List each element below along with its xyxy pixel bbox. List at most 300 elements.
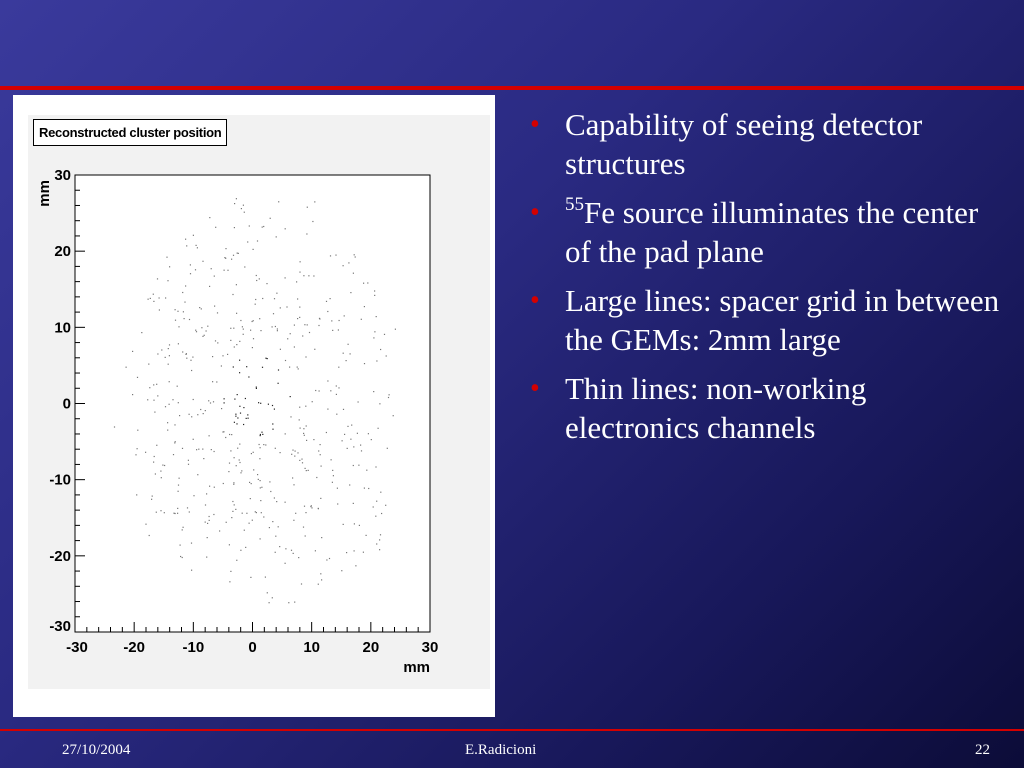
cluster-point (212, 356, 213, 357)
cluster-point (259, 278, 260, 279)
cluster-point (375, 466, 376, 467)
cluster-point (137, 430, 138, 431)
cluster-point (177, 311, 178, 312)
cluster-point (273, 313, 274, 314)
cluster-point (156, 384, 157, 385)
cluster-point (315, 390, 316, 391)
cluster-point (214, 487, 215, 488)
cluster-point (265, 358, 266, 359)
cluster-point (157, 353, 158, 354)
cluster-point (191, 570, 192, 571)
cluster-point (364, 306, 365, 307)
cluster-point (214, 306, 215, 307)
cluster-point (253, 320, 254, 321)
cluster-point (190, 273, 191, 274)
cluster-point (265, 577, 266, 578)
cluster-point (255, 304, 256, 305)
cluster-point (304, 506, 305, 507)
cluster-point (206, 493, 207, 494)
cluster-point (331, 459, 332, 460)
x-tick-label: -20 (123, 639, 146, 656)
cluster-point (320, 498, 321, 499)
cluster-point (237, 448, 238, 449)
x-tick-label: 30 (421, 639, 439, 656)
cluster-point (296, 281, 297, 282)
cluster-point (347, 448, 348, 449)
cluster-point (253, 338, 254, 339)
cluster-point (180, 545, 181, 546)
cluster-point (209, 516, 210, 517)
cluster-point (233, 328, 234, 329)
cluster-point (258, 479, 259, 480)
cluster-point (178, 402, 179, 403)
cluster-point (137, 377, 138, 378)
cluster-point (205, 522, 206, 523)
cluster-point (350, 292, 351, 293)
cluster-point (235, 509, 236, 510)
cluster-point (178, 343, 179, 344)
cluster-point (292, 450, 293, 451)
cluster-point (242, 513, 243, 514)
cluster-point (279, 546, 280, 547)
cluster-point (354, 550, 355, 551)
cluster-point (297, 452, 298, 453)
cluster-point (290, 333, 291, 334)
cluster-point (274, 497, 275, 498)
cluster-point (320, 573, 321, 574)
cluster-point (272, 405, 273, 406)
cluster-point (280, 307, 281, 308)
cluster-point (137, 448, 138, 449)
cluster-point (148, 299, 149, 300)
cluster-point (231, 517, 232, 518)
cluster-point (280, 452, 281, 453)
cluster-point (355, 565, 356, 566)
cluster-point (363, 283, 364, 284)
cluster-point (243, 205, 244, 206)
cluster-point (247, 414, 248, 415)
cluster-point (234, 227, 235, 228)
cluster-point (172, 399, 173, 400)
cluster-point (167, 430, 168, 431)
cluster-point (306, 440, 307, 441)
cluster-point (297, 367, 298, 368)
cluster-point (263, 226, 264, 227)
cluster-point (256, 512, 257, 513)
cluster-point (147, 399, 148, 400)
cluster-point (262, 298, 263, 299)
cluster-point (348, 344, 349, 345)
cluster-point (276, 293, 277, 294)
cluster-point (376, 360, 377, 361)
cluster-point (259, 444, 260, 445)
cluster-point (132, 394, 133, 395)
y-tick-label: -20 (49, 547, 71, 565)
cluster-point (230, 571, 231, 572)
cluster-point (319, 318, 320, 319)
cluster-point (178, 485, 179, 486)
cluster-point (240, 472, 241, 473)
cluster-point (237, 417, 238, 418)
cluster-point (209, 520, 210, 521)
cluster-point (299, 407, 300, 408)
cluster-point (272, 597, 273, 598)
cluster-point (151, 499, 152, 500)
cluster-point (295, 513, 296, 514)
cluster-point (305, 356, 306, 357)
cluster-point (165, 357, 166, 358)
cluster-point (229, 544, 230, 545)
cluster-point (354, 523, 355, 524)
cluster-point (297, 298, 298, 299)
cluster-point (358, 465, 359, 466)
cluster-point (243, 407, 244, 408)
cluster-point (342, 440, 343, 441)
cluster-point (327, 409, 328, 410)
cluster-point (184, 318, 185, 319)
cluster-point (299, 307, 300, 308)
cluster-point (197, 414, 198, 415)
cluster-point (183, 311, 184, 312)
cluster-point (153, 301, 154, 302)
cluster-point (153, 294, 154, 295)
cluster-point (278, 201, 279, 202)
cluster-point (160, 471, 161, 472)
cluster-point (244, 212, 245, 213)
cluster-point (192, 357, 193, 358)
cluster-point (201, 308, 202, 309)
cluster-point (164, 512, 165, 513)
cluster-point (197, 474, 198, 475)
slide-number: 22 (975, 742, 990, 758)
cluster-position-chart (13, 95, 495, 717)
cluster-point (297, 318, 298, 319)
cluster-point (175, 320, 176, 321)
cluster-point (386, 355, 387, 356)
cluster-point (274, 409, 275, 410)
cluster-point (190, 264, 191, 265)
cluster-point (302, 335, 303, 336)
cluster-point (249, 225, 250, 226)
cluster-point (305, 406, 306, 407)
cluster-point (149, 387, 150, 388)
cluster-point (307, 324, 308, 325)
cluster-point (351, 425, 352, 426)
cluster-point (215, 340, 216, 341)
cluster-point (173, 513, 174, 514)
cluster-point (202, 449, 203, 450)
plot-area (75, 175, 430, 632)
cluster-point (380, 492, 381, 493)
cluster-point (306, 470, 307, 471)
cluster-point (346, 552, 347, 553)
cluster-point (363, 552, 364, 553)
cluster-point (233, 484, 234, 485)
cluster-point (361, 319, 362, 320)
cluster-point (231, 259, 232, 260)
cluster-point (244, 266, 245, 267)
bullet-item (530, 369, 1000, 447)
cluster-point (197, 247, 198, 248)
cluster-point (305, 535, 306, 536)
cluster-point (353, 446, 354, 447)
bullet-marker-icon: • (530, 373, 540, 404)
cluster-point (330, 390, 331, 391)
cluster-point (202, 336, 203, 337)
cluster-point (114, 426, 115, 427)
cluster-point (253, 452, 254, 453)
cluster-point (257, 474, 258, 475)
cluster-point (230, 340, 231, 341)
cluster-point (341, 570, 342, 571)
cluster-point (255, 299, 256, 300)
cluster-point (149, 535, 150, 536)
footer-date: 27/10/2004 (62, 742, 131, 758)
cluster-point (292, 477, 293, 478)
cluster-point (314, 201, 315, 202)
cluster-point (223, 483, 224, 484)
cluster-point (175, 513, 176, 514)
cluster-point (236, 344, 237, 345)
cluster-point (263, 444, 264, 445)
cluster-point (251, 483, 252, 484)
cluster-point (344, 315, 345, 316)
cluster-point (259, 458, 260, 459)
cluster-point (167, 280, 168, 281)
cluster-point (250, 577, 251, 578)
cluster-point (184, 302, 185, 303)
cluster-point (236, 465, 237, 466)
cluster-point (321, 466, 322, 467)
cluster-point (385, 505, 386, 506)
cluster-point (301, 459, 302, 460)
cluster-point (338, 387, 339, 388)
cluster-point (260, 487, 261, 488)
cluster-point (191, 416, 192, 417)
cluster-point (268, 404, 269, 405)
cluster-point (354, 254, 355, 255)
cluster-point (148, 364, 149, 365)
chart-title: Reconstructed cluster position (33, 119, 227, 146)
cluster-point (337, 503, 338, 504)
cluster-point (154, 412, 155, 413)
cluster-point (182, 292, 183, 293)
cluster-point (387, 448, 388, 449)
cluster-point (209, 217, 210, 218)
cluster-point (169, 344, 170, 345)
cluster-point (318, 508, 319, 509)
cluster-point (209, 435, 210, 436)
cluster-point (308, 470, 309, 471)
cluster-point (353, 465, 354, 466)
cluster-point (384, 334, 385, 335)
cluster-point (189, 319, 190, 320)
cluster-point (169, 404, 170, 405)
cluster-point (300, 428, 301, 429)
cluster-point (211, 268, 212, 269)
cluster-point (203, 413, 204, 414)
title-area-rule (0, 86, 1024, 90)
cluster-point (236, 198, 237, 199)
cluster-point (256, 387, 257, 388)
cluster-point (227, 270, 228, 271)
cluster-point (316, 477, 317, 478)
cluster-point (291, 454, 292, 455)
cluster-point (239, 444, 240, 445)
cluster-point (288, 602, 289, 603)
cluster-point (366, 535, 367, 536)
cluster-point (379, 539, 380, 540)
cluster-point (225, 248, 226, 249)
cluster-point (240, 320, 241, 321)
cluster-point (237, 394, 238, 395)
cluster-point (234, 457, 235, 458)
cluster-point (249, 523, 250, 524)
cluster-point (229, 581, 230, 582)
cluster-point (299, 419, 300, 420)
cluster-point (195, 269, 196, 270)
cluster-point (332, 470, 333, 471)
cluster-point (185, 239, 186, 240)
cluster-point (330, 298, 331, 299)
bullet-marker-icon: • (530, 109, 540, 140)
cluster-point (287, 338, 288, 339)
cluster-point (332, 330, 333, 331)
cluster-point (349, 484, 350, 485)
cluster-point (232, 501, 233, 502)
cluster-point (379, 549, 380, 550)
x-tick-label: -30 (66, 639, 88, 656)
cluster-point (180, 556, 181, 557)
cluster-point (258, 402, 259, 403)
cluster-point (286, 306, 287, 307)
cluster-point (226, 522, 227, 523)
cluster-point (201, 327, 202, 328)
cluster-point (301, 583, 302, 584)
cluster-point (155, 473, 156, 474)
cluster-point (182, 448, 183, 449)
cluster-point (191, 370, 192, 371)
x-tick-label: 20 (362, 639, 380, 656)
cluster-point (374, 295, 375, 296)
x-axis-label: mm (403, 659, 430, 676)
cluster-point (241, 208, 242, 209)
cluster-point (326, 432, 327, 433)
cluster-point (150, 298, 151, 299)
cluster-point (185, 354, 186, 355)
cluster-point (306, 233, 307, 234)
cluster-point (234, 203, 235, 204)
cluster-point (213, 514, 214, 515)
cluster-point (267, 358, 268, 359)
cluster-point (252, 321, 253, 322)
x-tick-label: 10 (303, 639, 321, 656)
y-tick-label: 0 (62, 395, 71, 413)
cluster-point (242, 326, 243, 327)
cluster-point (193, 439, 194, 440)
cluster-point (256, 280, 257, 281)
cluster-point (276, 236, 277, 237)
cluster-point (255, 511, 256, 512)
cluster-point (250, 330, 251, 331)
cluster-point (160, 510, 161, 511)
cluster-point (198, 449, 199, 450)
cluster-point (190, 360, 191, 361)
cluster-point (168, 348, 169, 349)
cluster-point (379, 403, 380, 404)
cluster-point (329, 558, 330, 559)
cluster-point (371, 439, 372, 440)
cluster-point (206, 557, 207, 558)
cluster-point (247, 241, 248, 242)
cluster-point (159, 309, 160, 310)
cluster-point (315, 550, 316, 551)
cluster-point (263, 516, 264, 517)
cluster-point (332, 482, 333, 483)
cluster-point (373, 337, 374, 338)
cluster-point (212, 381, 213, 382)
cluster-point (373, 391, 374, 392)
cluster-point (275, 326, 276, 327)
cluster-point (364, 488, 365, 489)
cluster-point (189, 511, 190, 512)
cluster-point (321, 537, 322, 538)
cluster-point (336, 394, 337, 395)
cluster-point (161, 349, 162, 350)
cluster-point (320, 444, 321, 445)
cluster-point (217, 342, 218, 343)
cluster-point (320, 454, 321, 455)
cluster-point (193, 399, 194, 400)
cluster-point (136, 494, 137, 495)
cluster-point (196, 449, 197, 450)
cluster-point (272, 423, 273, 424)
cluster-point (358, 401, 359, 402)
cluster-point (235, 414, 236, 415)
cluster-point (299, 460, 300, 461)
footer-rule (0, 729, 1024, 731)
y-tick-label: 30 (54, 167, 71, 184)
cluster-point (234, 504, 235, 505)
cluster-point (291, 550, 292, 551)
cluster-point (165, 406, 166, 407)
cluster-point (318, 450, 319, 451)
y-tick-label: 20 (54, 243, 71, 261)
cluster-point (278, 383, 279, 384)
cluster-point (303, 527, 304, 528)
cluster-point (251, 453, 252, 454)
cluster-point (236, 423, 237, 424)
cluster-point (240, 550, 241, 551)
cluster-point (243, 424, 244, 425)
cluster-point (276, 501, 277, 502)
bullet-item (530, 193, 1000, 271)
cluster-point (260, 330, 261, 331)
cluster-point (305, 512, 306, 513)
cluster-point (213, 401, 214, 402)
cluster-point (285, 502, 286, 503)
cluster-point (236, 284, 237, 285)
cluster-point (186, 245, 187, 246)
y-tick-label: -10 (49, 471, 71, 489)
cluster-point (175, 309, 176, 310)
cluster-point (355, 256, 356, 257)
cluster-point (230, 450, 231, 451)
cluster-point (261, 432, 262, 433)
cluster-point (174, 442, 175, 443)
cluster-point (270, 491, 271, 492)
cluster-point (243, 329, 244, 330)
